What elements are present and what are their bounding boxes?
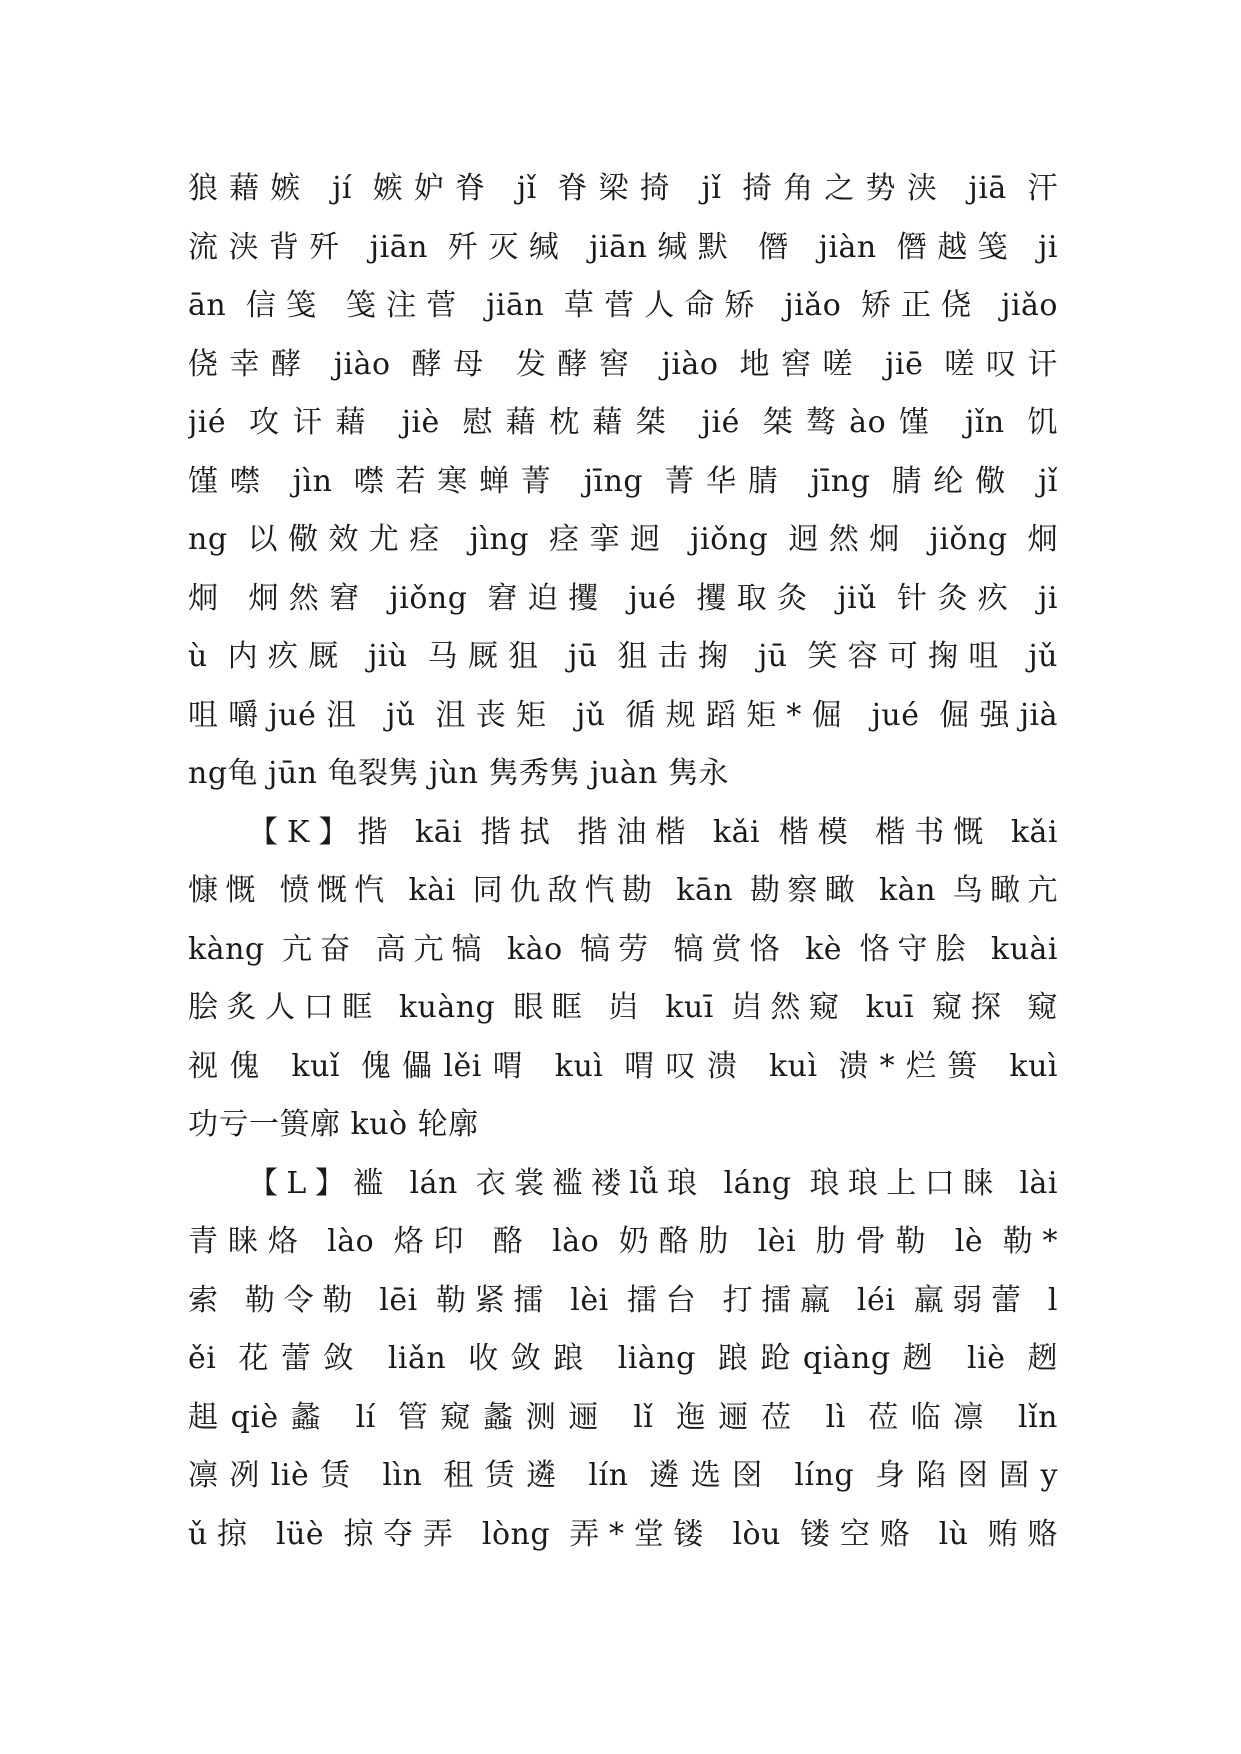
text-line: ng龟 jūn 龟裂隽 jùn 隽秀隽 juàn 隽永 [188,756,729,791]
paragraph-j [188,160,1058,804]
text-line: 功亏一篑廓 kuò 轮廓 [188,1107,479,1142]
text-line: 【L】褴 lán 衣裳褴褛lǚ琅 láng 琅琅上口睐 lài [248,1165,1058,1201]
text-line: kàng 亢奋 高亢犒 kào 犒劳 犒赏恪 kè 恪守脍 kuài [188,931,1058,967]
text-line: jié 攻讦藉 jiè 慰藉枕藉桀 jié 桀骜ào馑 jǐn 饥 [188,405,1058,440]
text-line: 慷慨 愤慨忾 kài 同仇敌忾勘 kān 勘察瞰 kàn 鸟瞰亢 [188,873,1058,908]
text-line: 咀嚼jué沮 jǔ 沮丧矩 jǔ 循规蹈矩*倔 jué 倔强jià [188,697,1058,733]
text-line: 侥幸酵 jiào 酵母 发酵窖 jiào 地窖嗟 jiē 嗟叹讦 [188,346,1058,382]
text-line: 视傀 kuǐ 傀儡lěi喟 kuì 喟叹溃 kuì 溃*烂篑 kuì [188,1048,1058,1084]
text-line: ěi 花蕾敛 liǎn 收敛踉 liàng 踉跄qiàng趔 liè 趔 [188,1341,1058,1376]
text-line: 趄qiè蠡 lí 管窥蠡测逦 lǐ 迤逦莅 lì 莅临凛 lǐn [188,1399,1058,1435]
text-line: ù 内疚厩 jiù 马厩狙 jū 狙击掬 jū 笑容可掬咀 jǔ [188,639,1058,674]
text-line: 脍炙人口眶 kuàng 眼眶 岿 kuī 岿然窥 kuī 窥探 窥 [188,990,1058,1025]
text-line: 青睐烙 lào 烙印 酪 lào 奶酪肋 lèi 肋骨勒 lè 勒* [188,1224,1058,1259]
text-line: 流浃背歼 jiān 歼灭缄 jiān缄默 僭 jiàn 僭越笺 ji [188,229,1058,265]
text-line: 凛冽liè赁 lìn 租赁遴 lín 遴选囹 líng 身陷囹圄y [188,1458,1058,1493]
text-line: 狼藉嫉 jí 嫉妒脊 jǐ 脊梁掎 jǐ 掎角之势浃 jiā 汗 [188,171,1058,206]
text-line: ng 以儆效尤痉 jìng 痉挛迥 jiǒng 迥然炯 jiǒng 炯 [188,522,1058,557]
text-line: ān 信笺 笺注菅 jiān 草菅人命矫 jiǎo 矫正侥 jiǎo [188,288,1058,323]
text-line: 【K】揩 kāi 揩拭 揩油楷 kǎi 楷模 楷书慨 kǎi [248,814,1058,850]
paragraph-k [188,804,1058,1155]
paragraph-l [188,1155,1058,1565]
text-line: 索 勒令勒 lēi 勒紧擂 lèi 擂台 打擂羸 léi 羸弱蕾 l [188,1282,1058,1318]
text-line: ǔ掠 lüè 掠夺弄 lòng 弄*堂镂 lòu 镂空赂 lù 贿赂 [188,1516,1058,1552]
text-line: 馑噤 jìn 噤若寒蝉菁 jīng 菁华腈 jīng 腈纶儆 jǐ [188,463,1058,499]
text-body [188,160,1058,1564]
text-line: 炯 炯然窘 jiǒng 窘迫攫 jué 攫取灸 jiǔ 针灸疚 ji [188,580,1058,616]
